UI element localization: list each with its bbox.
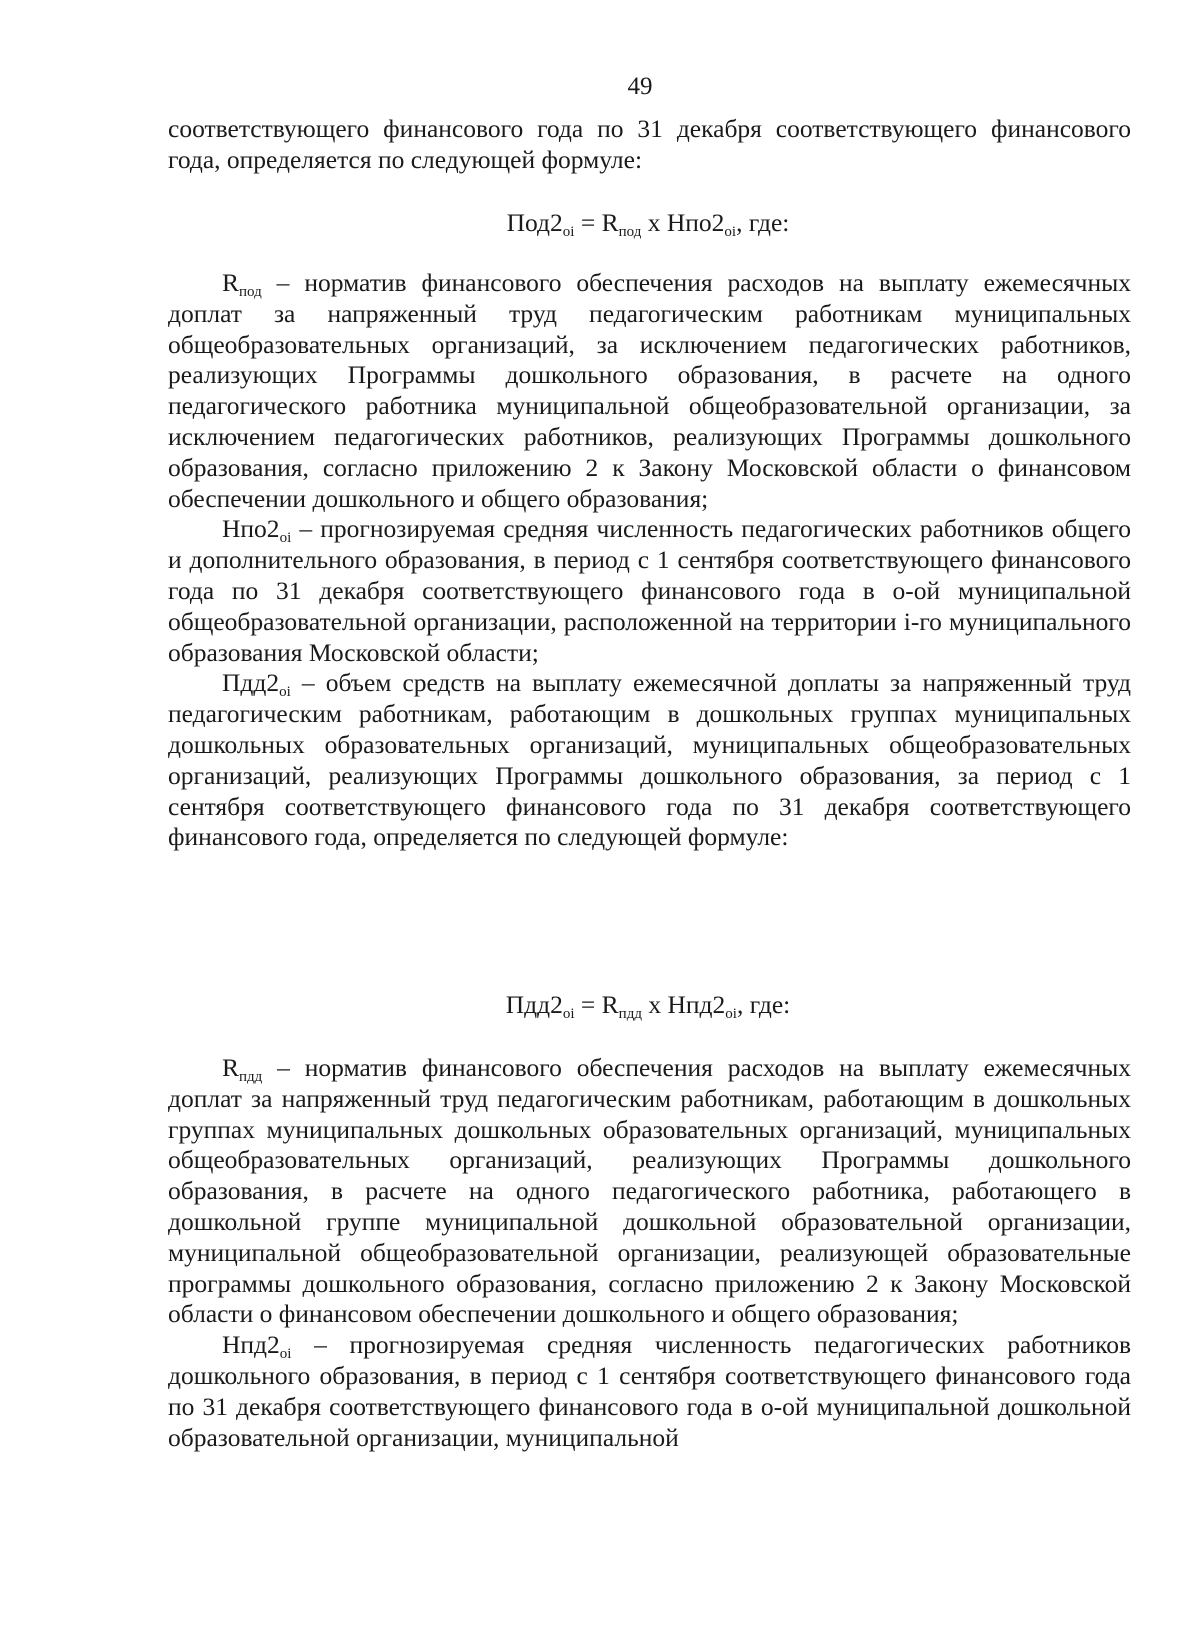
definitions-block-2 bbox=[168, 1053, 1131, 1453]
formula-lhs: Пдд2 bbox=[505, 990, 563, 1019]
formula-lhs-subscript: oi bbox=[562, 1006, 575, 1022]
definition-symbol: R bbox=[222, 268, 240, 297]
formula-multiply: х bbox=[641, 208, 667, 237]
formula-multiply: х bbox=[641, 990, 668, 1019]
formula-n: Нпо2 bbox=[666, 208, 725, 237]
definitions-block-1 bbox=[168, 268, 1131, 853]
definition-text: – норматив финансового обеспечения расходов на выплату ежемесячных доплат за напряженный труд педагогическим работникам, работающим в дошкольных группах муниципальных дошкольных образовательных организаций, муниципальных общеобразовательных организаций, реализующих Программы дошкольного образования, в расчете на одного педагогического работника, работающего в дошкольной группе муниципальной дошкольной образовательной организации, муниципальной общеобразовательной организации, реализующей образовательные программы дошкольного образования, согласно приложению 2 к Закону Московской области о финансовом обеспечении дошкольного и общего образования; bbox=[168, 1053, 1131, 1329]
definition-npd2 bbox=[168, 1330, 1131, 1453]
definition-text: – прогнозируемая средняя численность педагогических работников дошкольного образования, в период с 1 сентября соответствующего финансового года по 31 декабря соответствующего финансового года в о-ой муниципальной дошкольной образовательной организации, муниципальной bbox=[168, 1330, 1131, 1452]
definition-text: – объем средств на выплату ежемесячной доплаты за напряженный труд педагогическим работникам, работающим в дошкольных группах муниципальных дошкольных образовательных организаций, муниципальных общеобразовательных организаций, реализующих Программы дошкольного образования, за период с 1 сентября соответствующего финансового года по 31 декабря соответствующего финансового года, определяется по следующей формуле: bbox=[168, 668, 1131, 852]
formula-tail: , где: bbox=[736, 208, 790, 237]
definition-symbol: Нпо2 bbox=[222, 514, 280, 544]
formula-lhs: Под2 bbox=[506, 208, 563, 237]
formula-r: R bbox=[601, 990, 619, 1019]
formula-equals: = bbox=[574, 208, 602, 237]
formula-pdd2 bbox=[0, 990, 1200, 1020]
formula-equals: = bbox=[574, 990, 602, 1019]
formula-r: R bbox=[601, 208, 619, 237]
definition-symbol-subscript: oi bbox=[279, 1346, 292, 1363]
definition-symbol: Нпд2 bbox=[222, 1330, 280, 1360]
definition-r-pdd bbox=[168, 1053, 1131, 1330]
formula-n-subscript: oi bbox=[725, 1006, 737, 1022]
formula-lhs-subscript: oi bbox=[562, 224, 575, 240]
definition-symbol-subscript: пдд bbox=[239, 1069, 263, 1085]
definition-symbol: R bbox=[222, 1053, 240, 1082]
formula-r-subscript: пдд bbox=[618, 1006, 642, 1022]
definition-symbol: Пдд2 bbox=[222, 668, 280, 698]
definition-r-pod bbox=[168, 268, 1131, 514]
definition-symbol-subscript: oi bbox=[279, 530, 292, 547]
definition-pdd2 bbox=[168, 668, 1131, 853]
intro-paragraph-block bbox=[168, 114, 1131, 176]
intro-paragraph: соответствующего финансового года по 31 декабря соответствующего финансового года, определяется по следующей формуле: bbox=[168, 114, 1131, 174]
definition-text: – прогнозируемая средняя численность педагогических работников общего и дополнительного образования, в период с 1 сентября соответствующего финансового года по 31 декабря соответствующего финансового года в о-ой муниципальной общеобразовательной организации, расположенной на территории i-го муниципального образования Московской области; bbox=[168, 514, 1131, 667]
page-number: 49 bbox=[627, 73, 653, 100]
definition-symbol-subscript: oi bbox=[279, 684, 291, 701]
definition-symbol-subscript: под bbox=[239, 284, 262, 300]
formula-n-subscript: oi bbox=[724, 224, 737, 240]
definition-npo2 bbox=[168, 514, 1131, 668]
formula-r-subscript: под bbox=[618, 224, 642, 240]
definition-text: – норматив финансового обеспечения расходов на выплату ежемесячных доплат за напряженный труд педагогическим работникам муниципальных общеобразовательных организаций, за исключением педагогических работников, реализующих Программы дошкольного образования, в расчете на одного педагогического работника муниципальной общеобразовательной организации, за исключением педагогических работников, реализующих Программы дошкольного образования, согласно приложению 2 к Закону Московской области о финансовом обеспечении дошкольного и общего образования; bbox=[168, 268, 1131, 513]
formula-n: Нпд2 bbox=[667, 990, 726, 1019]
formula-tail: , где: bbox=[736, 990, 791, 1019]
formula-pod2 bbox=[0, 208, 1200, 238]
